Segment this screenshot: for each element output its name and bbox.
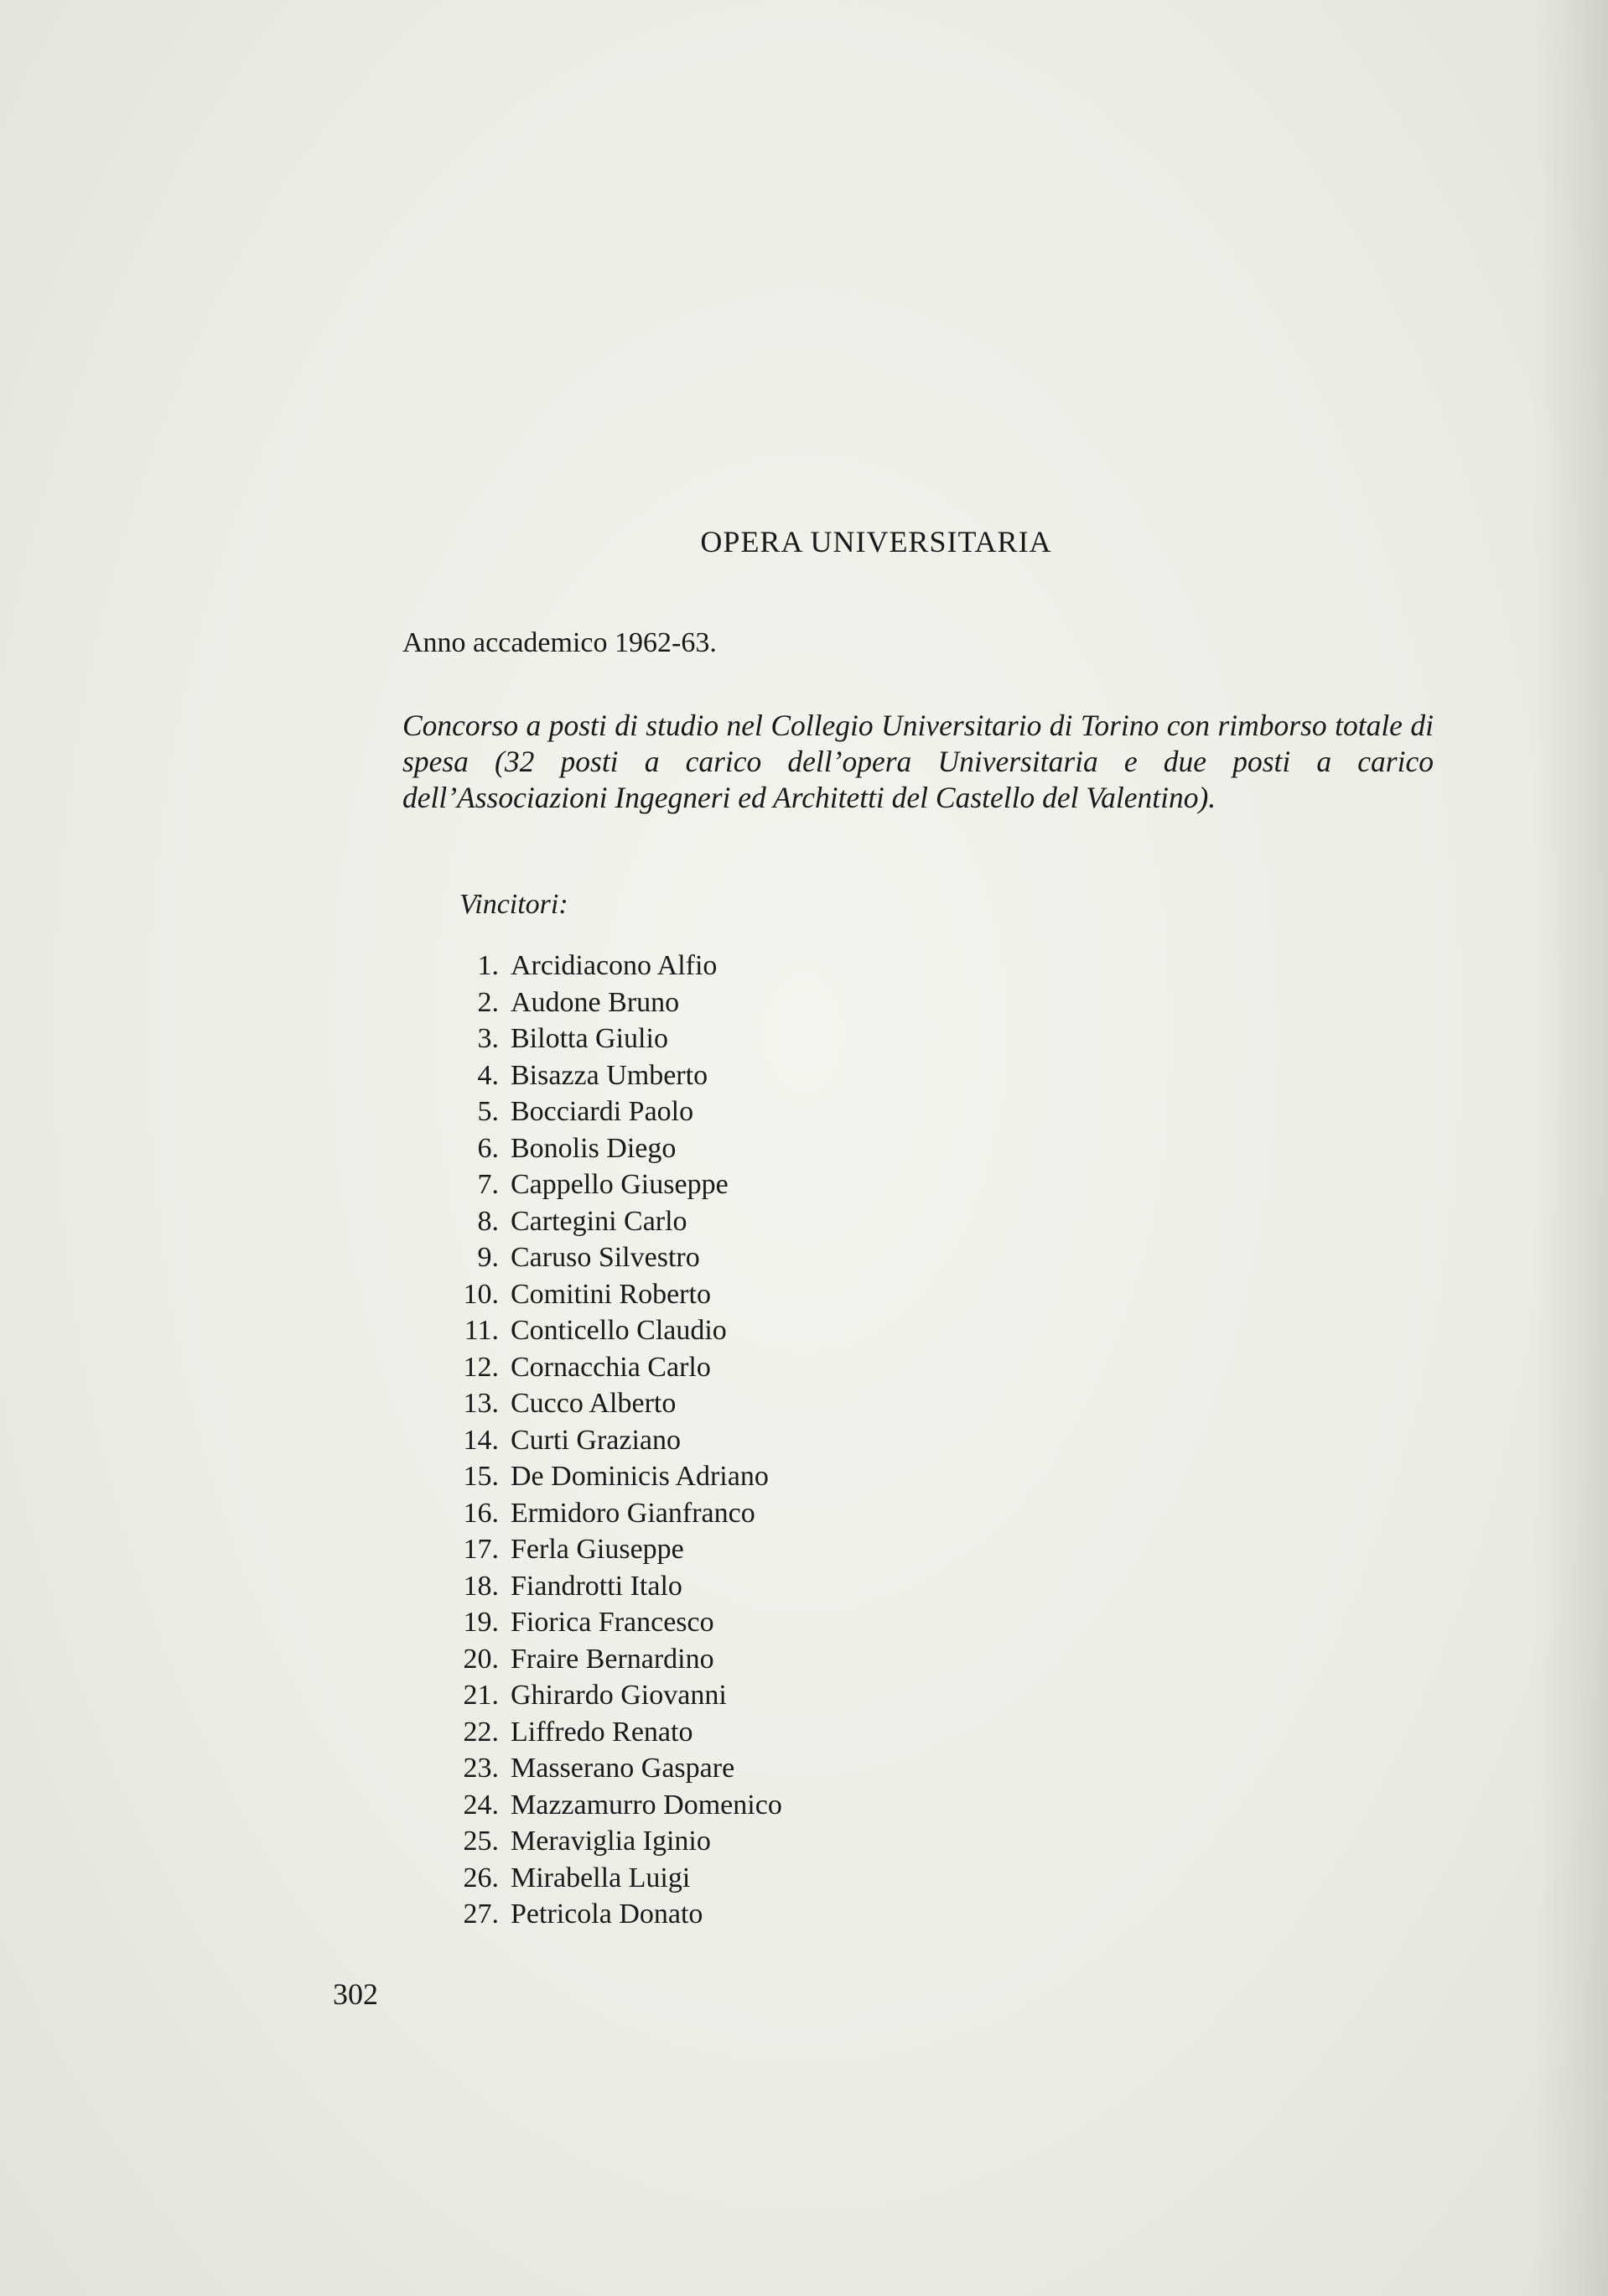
- winner-number: 3.: [477, 1023, 499, 1054]
- list-item: [402, 1093, 782, 1130]
- winner-name: Cartegini Carlo: [511, 1205, 687, 1237]
- winner-name: Ferla Giuseppe: [511, 1534, 684, 1565]
- list-item: [402, 1312, 782, 1349]
- winner-name: Audone Bruno: [511, 986, 680, 1018]
- list-item: [402, 1495, 782, 1532]
- winner-number: 18.: [463, 1570, 499, 1602]
- list-item: [402, 1823, 782, 1860]
- winner-name: Cornacchia Carlo: [511, 1351, 711, 1383]
- list-item: [402, 1021, 782, 1057]
- winner-name: Arcidiacono Alfio: [511, 950, 718, 981]
- winner-number: 4.: [477, 1059, 499, 1091]
- list-item: [402, 1349, 782, 1386]
- list-item: [402, 1203, 782, 1240]
- list-item: [402, 1166, 782, 1203]
- winner-name: Meraviglia Iginio: [511, 1826, 711, 1857]
- list-item: [402, 1568, 782, 1605]
- winner-number: 24.: [463, 1789, 499, 1821]
- winner-name: Fiandrotti Italo: [511, 1570, 682, 1602]
- winner-number: 17.: [463, 1534, 499, 1565]
- winner-number: 22.: [463, 1716, 499, 1748]
- winner-name: Bonolis Diego: [511, 1132, 677, 1164]
- list-item: [402, 1276, 782, 1313]
- list-item: [402, 948, 782, 984]
- list-item: [402, 1787, 782, 1824]
- list-item: [402, 1422, 782, 1459]
- page-title: OPERA UNIVERSITARIA: [700, 525, 1052, 558]
- list-item: [402, 1604, 782, 1641]
- winner-name: Ghirardo Giovanni: [511, 1680, 727, 1711]
- winner-number: 16.: [463, 1497, 499, 1529]
- winner-number: 7.: [477, 1169, 499, 1200]
- list-item: [402, 984, 782, 1021]
- list-item: [402, 1750, 782, 1787]
- winner-name: Comitini Roberto: [511, 1278, 711, 1310]
- list-item: [402, 1239, 782, 1276]
- winner-name: Cucco Alberto: [511, 1388, 677, 1419]
- winner-name: Bilotta Giulio: [511, 1023, 668, 1054]
- list-item: [402, 1531, 782, 1568]
- winner-number: 5.: [477, 1096, 499, 1127]
- winner-number: 11.: [464, 1315, 499, 1346]
- winner-number: 26.: [463, 1862, 499, 1893]
- winner-name: Fiorica Francesco: [511, 1607, 714, 1638]
- list-item: [402, 1458, 782, 1495]
- winner-name: Fraire Bernardino: [511, 1643, 714, 1675]
- list-item: [402, 1896, 782, 1933]
- winner-number: 20.: [463, 1643, 499, 1675]
- winner-number: 10.: [463, 1278, 499, 1310]
- winner-name: Curti Graziano: [511, 1424, 681, 1456]
- winner-name: Caruso Silvestro: [511, 1242, 700, 1273]
- page-edge-shadow: [1533, 0, 1608, 2296]
- winner-number: 13.: [463, 1388, 499, 1419]
- winners-heading: Vincitori:: [459, 889, 568, 920]
- winners-list: [402, 948, 782, 1933]
- list-item: [402, 1860, 782, 1897]
- winner-number: 23.: [463, 1753, 499, 1784]
- list-item: [402, 1385, 782, 1422]
- winner-name: Mazzamurro Domenico: [511, 1789, 782, 1821]
- winner-number: 1.: [477, 950, 499, 981]
- winner-name: Mirabella Luigi: [511, 1862, 691, 1893]
- page-number: 302: [333, 1977, 378, 2011]
- winner-name: Bocciardi Paolo: [511, 1096, 694, 1127]
- list-item: [402, 1677, 782, 1714]
- winner-name: Conticello Claudio: [511, 1315, 727, 1346]
- winner-name: Cappello Giuseppe: [511, 1169, 729, 1200]
- winner-number: 25.: [463, 1826, 499, 1857]
- winner-number: 12.: [463, 1351, 499, 1383]
- list-item: [402, 1714, 782, 1751]
- competition-description: Concorso a posti di studio nel Collegio Universitario di Torino con rimborso totale di spesa (32 posti a carico dell’opera Universitaria e due posti a carico dell’Associazioni Ingegneri ed Architetti del Castello del Valentino).: [402, 709, 1434, 814]
- winner-name: Petricola Donato: [511, 1899, 703, 1930]
- list-item: [402, 1057, 782, 1094]
- winner-number: 8.: [477, 1205, 499, 1237]
- academic-year: Anno accademico 1962-63.: [402, 627, 717, 658]
- winner-number: 27.: [463, 1899, 499, 1930]
- winner-number: 14.: [463, 1424, 499, 1456]
- winner-number: 15.: [463, 1461, 499, 1492]
- winner-name: Liffredo Renato: [511, 1716, 693, 1748]
- winner-name: Bisazza Umberto: [511, 1059, 708, 1091]
- winner-name: Ermidoro Gianfranco: [511, 1497, 755, 1529]
- winner-name: Masserano Gaspare: [511, 1753, 735, 1784]
- winner-number: 21.: [463, 1680, 499, 1711]
- list-item: [402, 1641, 782, 1678]
- list-item: [402, 1130, 782, 1167]
- winner-number: 9.: [477, 1242, 499, 1273]
- winner-number: 2.: [477, 986, 499, 1018]
- winner-number: 6.: [477, 1132, 499, 1164]
- winner-name: De Dominicis Adriano: [511, 1461, 769, 1492]
- winner-number: 19.: [463, 1607, 499, 1638]
